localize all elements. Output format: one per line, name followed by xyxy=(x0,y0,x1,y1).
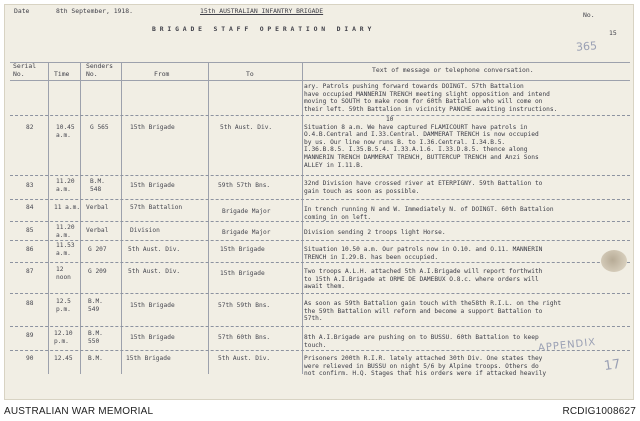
page-number-label: No. xyxy=(583,11,595,19)
message-text: In trench running N and W. Immediately N. of DOINGT. 60th Battalion coming in on left. xyxy=(304,206,554,221)
diary-title: B R I G A D E S T A F F O P E R A T I O N D I A R Y xyxy=(152,25,372,33)
row-to: 15th Brigade xyxy=(220,246,265,253)
row-time: 12.5 p.m. xyxy=(56,298,71,313)
serial-number: 87 xyxy=(26,268,34,275)
serial-number: 83 xyxy=(26,182,34,189)
row-from: 5th Aust. Div. xyxy=(128,268,181,275)
page-number-value: 15 xyxy=(609,29,617,37)
row-to: 15th Brigade xyxy=(220,270,265,277)
row-time: 12.10 p.m. xyxy=(54,330,73,345)
row-divider xyxy=(10,326,630,327)
footer-record-id: RCDIG1008627 xyxy=(562,406,636,417)
message-text: As soon as 59th Battalion gain touch with the58th R.I.L. on the right the 59th Battalion will reform and become a support Battalion to 57th. xyxy=(304,300,562,323)
col-header-senders-no: Senders No. xyxy=(86,62,113,78)
row-to: Brigade Major xyxy=(222,229,271,236)
serial-number: 85 xyxy=(26,227,34,234)
brigade-title: 15th AUSTRALIAN INFANTRY BRIGADE xyxy=(200,7,324,15)
col-divider xyxy=(80,62,81,374)
row-time: 10.45 a.m. xyxy=(56,124,75,139)
row-to: 5th Aust. Div. xyxy=(220,124,273,131)
row-time: 11.20 a.m. xyxy=(56,178,75,193)
row-from: 15th Brigade xyxy=(126,355,171,362)
serial-number: 88 xyxy=(26,300,34,307)
row-divider xyxy=(10,293,630,294)
row-to: Brigade Major xyxy=(222,208,271,215)
row-from: 57th Battalion xyxy=(130,204,183,211)
row-from: 15th Brigade xyxy=(130,182,175,189)
row-time: 11.20 a.m. xyxy=(56,224,75,239)
table-header-rule xyxy=(10,80,630,81)
col-divider xyxy=(121,62,122,374)
sender-number: G 209 xyxy=(88,268,107,275)
col-divider xyxy=(208,62,209,374)
row-time: 12.45 xyxy=(54,355,73,362)
appendix-stamp: APPENDIX xyxy=(537,336,597,355)
paper-stain xyxy=(601,250,627,272)
row-divider xyxy=(10,240,630,241)
col-header-time: Time xyxy=(54,70,70,78)
message-text: Situation 10.50 a.m. Our patrols now in O.10. and O.11. MANNERIN TRENCH in I.29.B. has been occupied. xyxy=(304,246,543,261)
row-divider xyxy=(10,221,630,222)
date-value: 8th September, 1918. xyxy=(56,7,133,15)
row-divider xyxy=(10,350,630,351)
row-divider xyxy=(10,175,630,176)
date-label: Date xyxy=(14,7,30,15)
message-text: 10 Situation 8 a.m. We have captured FLAMICOURT have patrols in O.4.B.Central and I.33.Central. DAMMERAT TRENCH is now occupied by us. Our line now runs B. to I.36.Central. I.34.B.5. I.36.B.8.5. I.35.B.5.4. I.33.A.1.6. I.33.D.8.5. thence along MANNERIN TRENCH DAMMERAT TRENCH, BUTTERCUP TRENCH and Anzi Sons ALLEY in I.11.B. xyxy=(304,116,539,169)
row-from: 15th Brigade xyxy=(130,334,175,341)
serial-number: 84 xyxy=(26,204,34,211)
col-header-from: From xyxy=(154,70,170,78)
row-divider xyxy=(10,199,630,200)
sender-number: G 565 xyxy=(90,124,109,131)
message-text: 8th A.I.Brigade are pushing on to BUSSU. 60th Battalion to keep touch. xyxy=(304,334,539,349)
serial-number: 82 xyxy=(26,124,34,131)
col-header-to: To xyxy=(246,70,254,78)
appendix-number: 17 xyxy=(603,356,622,375)
sender-number: B.M. 549 xyxy=(88,298,103,313)
col-divider xyxy=(302,62,303,374)
row-from: 15th Brigade xyxy=(130,124,175,131)
row-from: Division xyxy=(130,227,160,234)
message-text: Prisoners 200th R.I.R. lately attached 30th Div. One states they were relieved in BUSSU on night 5/6 by Alpine troops. Others do not confirm. H.Q. Stages that his orders were if attacked heavily xyxy=(304,355,547,378)
row-time: 11.53 a.m. xyxy=(56,242,75,257)
serial-number: 90 xyxy=(26,355,34,362)
serial-number: 86 xyxy=(26,246,34,253)
message-text: 32nd Division have crossed river at ETERPIGNY. 59th Battalion to gain touch as soon as possible. xyxy=(304,180,543,195)
sender-number: Verbal xyxy=(86,204,109,211)
row-from: 5th Aust. Div. xyxy=(128,246,181,253)
message-text: Division sending 2 troops light Horse. xyxy=(304,229,446,236)
serial-number: 89 xyxy=(26,332,34,339)
sender-number: Verbal xyxy=(86,227,109,234)
row-to: 57th 60th Bns. xyxy=(218,334,271,341)
message-text: Two troops A.L.H. attached 5th A.I.Brigade will report forthwith to 15th A.I.Brigade at ORME DE DAMEBUX O.8.c. where orders will await them. xyxy=(304,268,543,291)
sender-number: B.M. 550 xyxy=(88,330,103,345)
row-divider xyxy=(10,262,630,263)
footer-archive-name: AUSTRALIAN WAR MEMORIAL xyxy=(4,406,154,417)
sender-number: B.M. xyxy=(88,355,103,362)
row-time: 12 noon xyxy=(56,266,71,281)
col-header-text: Text of message or telephone conversation. xyxy=(372,66,534,74)
sender-number: B.M. 548 xyxy=(90,178,105,193)
row-time: 11 a.m. xyxy=(54,204,81,211)
row-from: 15th Brigade xyxy=(130,302,175,309)
col-divider xyxy=(48,62,49,374)
message-text: ary. Patrols pushing forward towards DOINGT. 57th Battalion have occupied MANNERIN TRENCH meeting slight opposition and intend moving to SOUTH to make room for 60th Battalion who will come on their left. 59th Battalion in vicinity PANCHE awaiting instructions. xyxy=(304,83,558,113)
sender-number: G 207 xyxy=(88,246,107,253)
col-header-serial: Serial No. xyxy=(13,62,37,78)
row-to: 57th 59th Bns. xyxy=(218,302,271,309)
pencil-page-number: 365 xyxy=(575,39,598,54)
row-to: 5th Aust. Div. xyxy=(218,355,271,362)
row-to: 59th 57th Bns. xyxy=(218,182,271,189)
